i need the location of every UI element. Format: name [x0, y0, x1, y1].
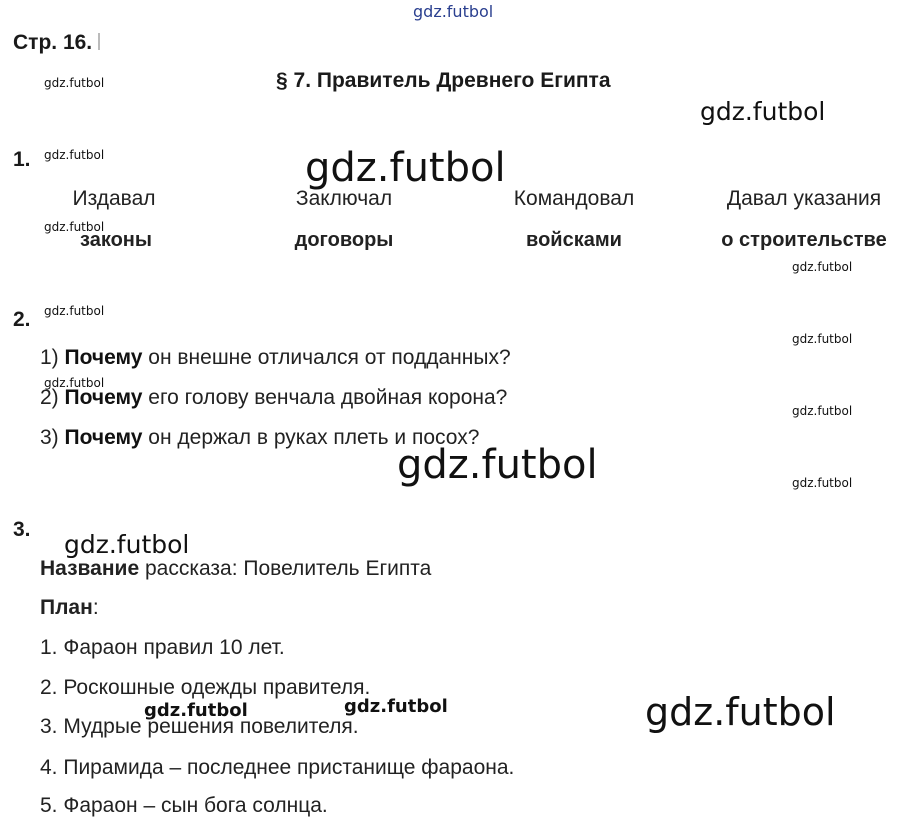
- plan-item: 2. Роскошные одежды правителя.: [40, 676, 371, 699]
- plan-heading: [40, 596, 99, 620]
- question-item: [40, 346, 511, 370]
- watermark-small: gdz.futbol: [792, 404, 853, 418]
- question-keyword: Почему: [64, 426, 143, 449]
- watermark-medium: gdz.futbol: [64, 530, 190, 559]
- task-1-object: законы: [80, 229, 152, 251]
- watermark-small: gdz.futbol: [44, 376, 105, 390]
- question-keyword: Почему: [64, 386, 143, 409]
- task-1-object: о строительстве: [721, 229, 887, 251]
- task-3-number: 3.: [13, 518, 31, 541]
- task-1-column: [56, 229, 176, 252]
- watermark-small: gdz.futbol: [792, 476, 853, 490]
- task-1-object: войсками: [526, 229, 622, 251]
- question-prefix: 3): [40, 426, 65, 449]
- task-1-object: договоры: [294, 229, 394, 251]
- text-cursor-mark: [98, 33, 100, 50]
- task-1-verb: Издавал: [72, 187, 156, 210]
- watermark-large: gdz.futbol: [645, 690, 836, 734]
- plan-label: План: [40, 596, 93, 619]
- page-label: [13, 31, 100, 55]
- watermark-small: gdz.futbol: [44, 148, 105, 162]
- question-prefix: 1): [40, 346, 65, 369]
- task-1-column: [274, 229, 414, 252]
- watermark-top: gdz.futbol: [413, 2, 494, 21]
- task-1-number: 1.: [13, 148, 31, 171]
- task-2-number: 2.: [13, 308, 31, 331]
- section-title: § 7. Правитель Древнего Египта: [276, 69, 611, 92]
- watermark-small-bold: gdz.futbol: [344, 696, 448, 717]
- task-1-column: [54, 187, 174, 211]
- task-1-column: [499, 229, 649, 252]
- page-label-text: Стр. 16.: [13, 31, 93, 54]
- watermark-large: gdz.futbol: [305, 145, 506, 191]
- plan-item: 1. Фараон правил 10 лет.: [40, 636, 285, 659]
- question-item: [40, 426, 479, 450]
- question-prefix: 2): [40, 386, 65, 409]
- task-1-column: [274, 187, 414, 211]
- task-1-verb: Командовал: [513, 187, 635, 210]
- plan-item: 3. Мудрые решения повелителя.: [40, 715, 359, 738]
- watermark-small-bold: gdz.futbol: [144, 700, 248, 721]
- plan-colon: :: [92, 596, 99, 619]
- watermark-medium: gdz.futbol: [700, 97, 826, 126]
- story-title-text: рассказа: Повелитель Египта: [139, 557, 432, 580]
- question-text: он внешне отличался от подданных?: [142, 346, 511, 369]
- watermark-small: gdz.futbol: [44, 76, 105, 90]
- task-1-verb: Давал указания: [726, 187, 882, 210]
- task-1-column: [499, 187, 649, 211]
- watermark-small: gdz.futbol: [44, 220, 105, 234]
- story-title-line: [40, 557, 431, 581]
- task-1-verb: Заключал: [295, 187, 393, 210]
- story-title-label: Название: [40, 557, 140, 580]
- watermark-small: gdz.futbol: [44, 304, 105, 318]
- question-text: его голову венчала двойная корона?: [142, 386, 508, 409]
- question-item: [40, 386, 507, 410]
- task-1-column: [709, 187, 899, 211]
- question-text: он держал в руках плеть и посох?: [142, 426, 480, 449]
- plan-item: 4. Пирамида – последнее пристанище фараона.: [40, 756, 515, 779]
- watermark-large: gdz.futbol: [397, 442, 598, 488]
- task-1-column: [705, 229, 903, 252]
- watermark-small: gdz.futbol: [792, 260, 853, 274]
- watermark-small: gdz.futbol: [792, 332, 853, 346]
- question-keyword: Почему: [64, 346, 143, 369]
- plan-item: 5. Фараон – сын бога солнца.: [40, 794, 328, 817]
